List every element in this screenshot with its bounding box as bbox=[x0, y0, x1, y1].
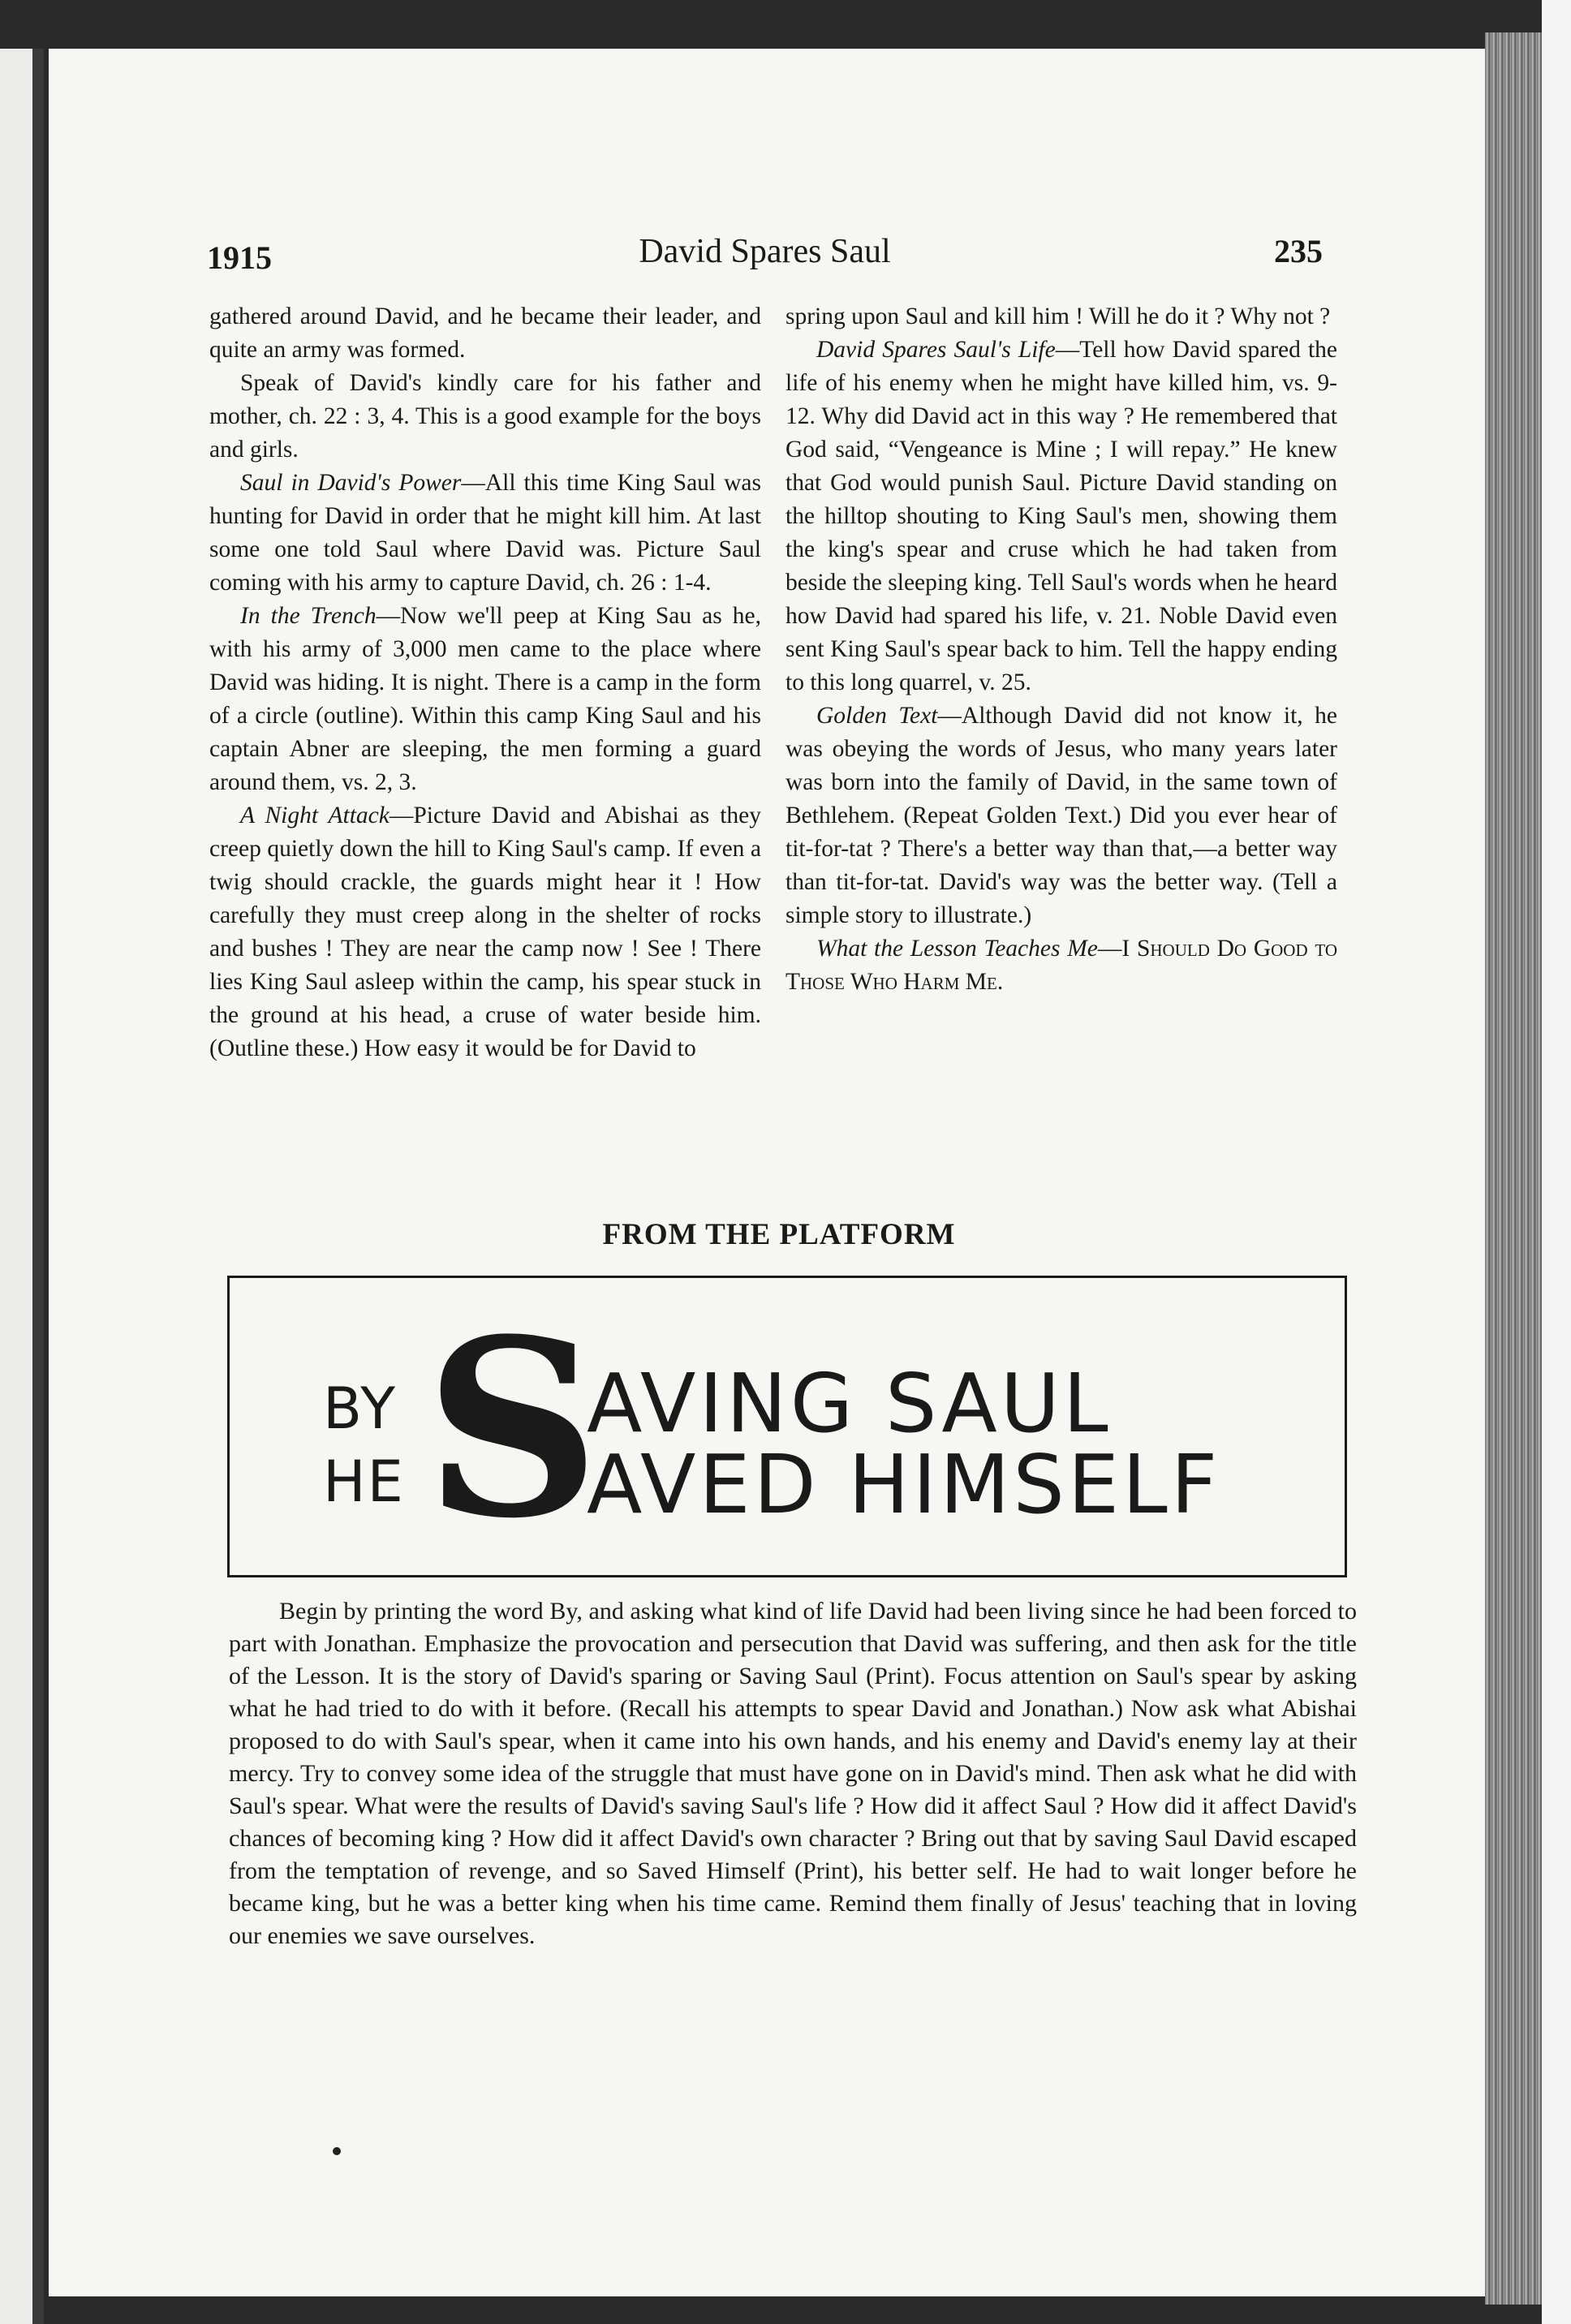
section-text: —All this time King Saul was hunting for David in order that he might kill him. At last some one told Saul where David was. Picture Saul coming with his army to capture David, ch. 26 : 1-4. bbox=[209, 470, 761, 596]
lesson-teaching: —I Should Do Good to Those Who Harm Me. bbox=[786, 936, 1337, 995]
section-heading: In the Trench bbox=[240, 603, 377, 629]
page-stack-edge bbox=[1485, 32, 1542, 2305]
banner-he: HE bbox=[323, 1448, 405, 1515]
section-heading: Golden Text bbox=[816, 703, 938, 729]
left-paragraph-2: Speak of David's kindly care for his father and mother, ch. 22 : 3, 4. This is a good example for the boys and girls. bbox=[209, 370, 761, 463]
banner-big-letter: S bbox=[424, 1285, 600, 1572]
scan-margin bbox=[1542, 0, 1571, 2324]
platform-banner bbox=[227, 1276, 1347, 1577]
section-heading: Saul in David's Power bbox=[240, 470, 462, 496]
section-heading: David Spares Saul's Life bbox=[816, 337, 1056, 363]
right-column bbox=[786, 300, 1337, 999]
section-text: —Picture David and Abishai as they creep quietly down the hill to King Saul's camp. If even a twig should crackle, the guards might hear it ! How carefully they must creep along in the shelter of rocks and bushes ! They are near the camp now ! See ! There lies King Saul asleep within the camp, his spear stuck in the ground at his head, a cruse of water beside him. (Outline these.) How easy it would be for David to bbox=[209, 803, 761, 1061]
banner-line-2: AVED HIMSELF bbox=[587, 1437, 1221, 1532]
running-head-year: 1915 bbox=[207, 239, 272, 276]
running-head bbox=[207, 232, 1323, 276]
platform-heading: FROM THE PLATFORM bbox=[602, 1218, 956, 1251]
right-paragraph-2 bbox=[786, 334, 1337, 699]
left-paragraph-4 bbox=[209, 600, 761, 799]
page-number: 235 bbox=[1274, 233, 1323, 269]
ink-dot bbox=[333, 2147, 341, 2155]
right-paragraph-1: spring upon Saul and kill him ! Will he do it ? Why not ? bbox=[786, 303, 1331, 329]
left-paragraph-3 bbox=[209, 467, 761, 600]
platform-instructions bbox=[229, 1595, 1357, 1952]
left-paragraph-1: gathered around David, and he became their leader, and quite an army was formed. bbox=[209, 303, 761, 363]
section-heading: What the Lesson Teaches Me bbox=[816, 936, 1098, 962]
section-heading: A Night Attack bbox=[240, 803, 390, 828]
section-text: —Tell how David spared the life of his enemy when he might have killed him, vs. 9-12. Why did David act in this way ? He remembered that God said, “Vengeance is Mine ; I will repay.” He knew that God would punish Saul. Picture David standing on the hilltop shouting to King Saul's men, showing them the king's spear and cruse which he had taken from beside the sleeping king. Tell Saul's words when he heard how David had spared his life, v. 21. Noble David even sent King Saul's spear back to him. Tell the happy ending to this long quarrel, v. 25. bbox=[786, 337, 1338, 695]
running-head-title: David Spares Saul bbox=[639, 233, 891, 270]
left-paragraph-5 bbox=[209, 799, 761, 1065]
section-text: —Now we'll peep at King Sau as he, with his army of 3,000 men came to the place where David was hiding. It is night. There is a camp in the form of a circle (outline). Within this camp King Saul and his captain Abner are sleeping, the men forming a guard around them, vs. 2, 3. bbox=[209, 603, 762, 795]
section-text: —Although David did not know it, he was obeying the words of Jesus, who many years later was born into the family of David, in the same town of Bethlehem. (Repeat Golden Text.) Did you ever hear of tit-for-tat ? There's a better way than that,—a better way than tit-for-tat. David's way was the better way. (Tell a simple story to illustrate.) bbox=[786, 703, 1337, 928]
left-column bbox=[209, 300, 761, 1065]
banner-line-1: AVING SAUL bbox=[587, 1356, 1112, 1451]
banner-by: BY bbox=[323, 1375, 397, 1442]
facing-page-edge bbox=[0, 49, 44, 2324]
right-paragraph-4 bbox=[786, 932, 1337, 999]
right-paragraph-3 bbox=[786, 699, 1337, 932]
platform-paragraph: Begin by printing the word By, and asking what kind of life David had been living since he had been forced to part with Jonathan. Emphasize the provocation and persecution that David was suffering, and then ask for the title of the Lesson. It is the story of David's sparing or Saving Saul (Print). Focus attention on Saul's spear by asking what he had tried to do with it before. (Recall his attempts to spear David and Jonathan.) Now ask what Abishai proposed to do with Saul's spear, when it came into his own hands, and his enemy and David's enemy lay at their mercy. Try to convey some idea of the struggle that must have gone on in David's mind. Then ask what he did with Saul's spear. What were the results of David's saving Saul's life ? How did it affect Saul ? How did it affect David's chances of becoming king ? How did it affect David's own character ? Bring out that by saving Saul David escaped from the temptation of revenge, and so Saved Himself (Print), his better self. He had to wait longer before he became king, but he was a better king when his time came. Remind them finally of Jesus' teaching that in loving our enemies we save ourselves. bbox=[229, 1598, 1357, 1949]
